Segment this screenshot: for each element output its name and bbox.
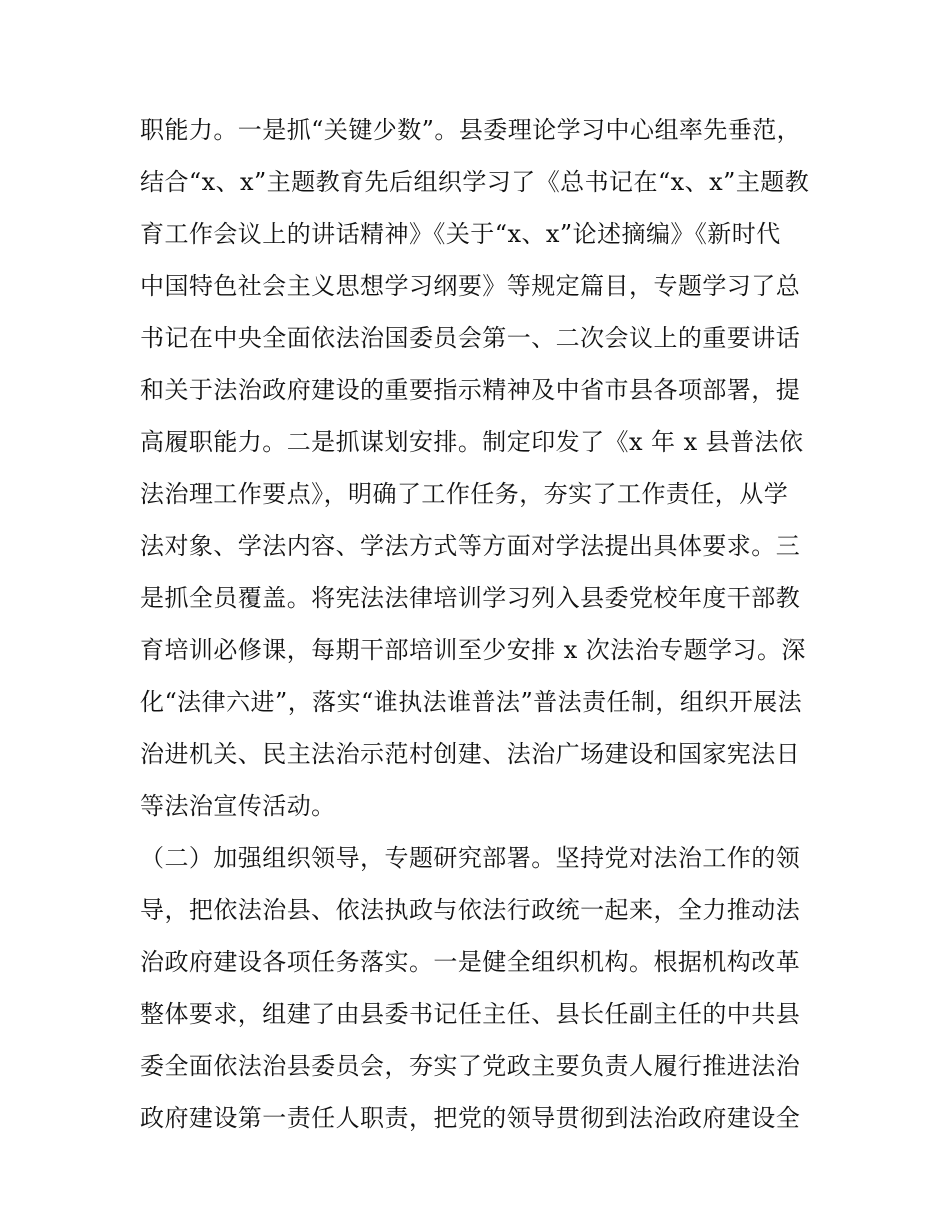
text-line: 导，把依法治县、依法执政与依法行政统一起来，全力推动法 bbox=[140, 896, 801, 924]
text-line: 是抓全员覆盖。将宪法法律培训学习列入县委党校年度干部教 bbox=[140, 584, 801, 612]
text-line: 结合“x、x”主题教育先后组织学习了《总书记在“x、x”主题教 bbox=[140, 168, 810, 196]
text-line: 治进机关、民主法治示范村创建、法治广场建设和国家宪法日 bbox=[140, 740, 801, 768]
text-line: 高履职能力。二是抓谋划安排。制定印发了《x 年 x 县普法依 bbox=[140, 428, 804, 456]
body-text bbox=[140, 104, 820, 1144]
text-line: 中国特色社会主义思想学习纲要》等规定篇目，专题学习了总 bbox=[140, 272, 801, 300]
text-line: 法治理工作要点》，明确了工作任务，夯实了工作责任，从学 bbox=[140, 480, 789, 508]
text-line: 职能力。一是抓“关键少数”。县委理论学习中心组率先垂范， bbox=[140, 116, 802, 144]
text-line: 育工作会议上的讲话精神》《关于“x、x”论述摘编》《新时代 bbox=[140, 220, 781, 248]
text-line: 政府建设第一责任人职责，把党的领导贯彻到法治政府建设全 bbox=[140, 1104, 801, 1132]
text-line: 委全面依法治县委员会，夯实了党政主要负责人履行推进法治 bbox=[140, 1052, 801, 1080]
text-line: 育培训必修课，每期干部培训至少安排 x 次法治专题学习。深 bbox=[140, 636, 806, 664]
text-line: 等法治宣传活动。 bbox=[140, 792, 336, 820]
text-line: 治政府建设各项任务落实。一是健全组织机构。根据机构改革 bbox=[140, 948, 801, 976]
section-heading-line: （二）加强组织领导，专题研究部署。坚持党对法治工作的领 bbox=[140, 844, 801, 872]
text-line: 和关于法治政府建设的重要指示精神及中省市县各项部署，提 bbox=[140, 376, 801, 404]
text-line: 法对象、学法内容、学法方式等方面对学法提出具体要求。三 bbox=[140, 532, 801, 560]
text-line: 书记在中央全面依法治国委员会第一、二次会议上的重要讲话 bbox=[140, 324, 801, 352]
text-line: 整体要求，组建了由县委书记任主任、县长任副主任的中共县 bbox=[140, 1000, 801, 1028]
text-line: 化“法律六进”，落实“谁执法谁普法”普法责任制，组织开展法 bbox=[140, 688, 803, 716]
